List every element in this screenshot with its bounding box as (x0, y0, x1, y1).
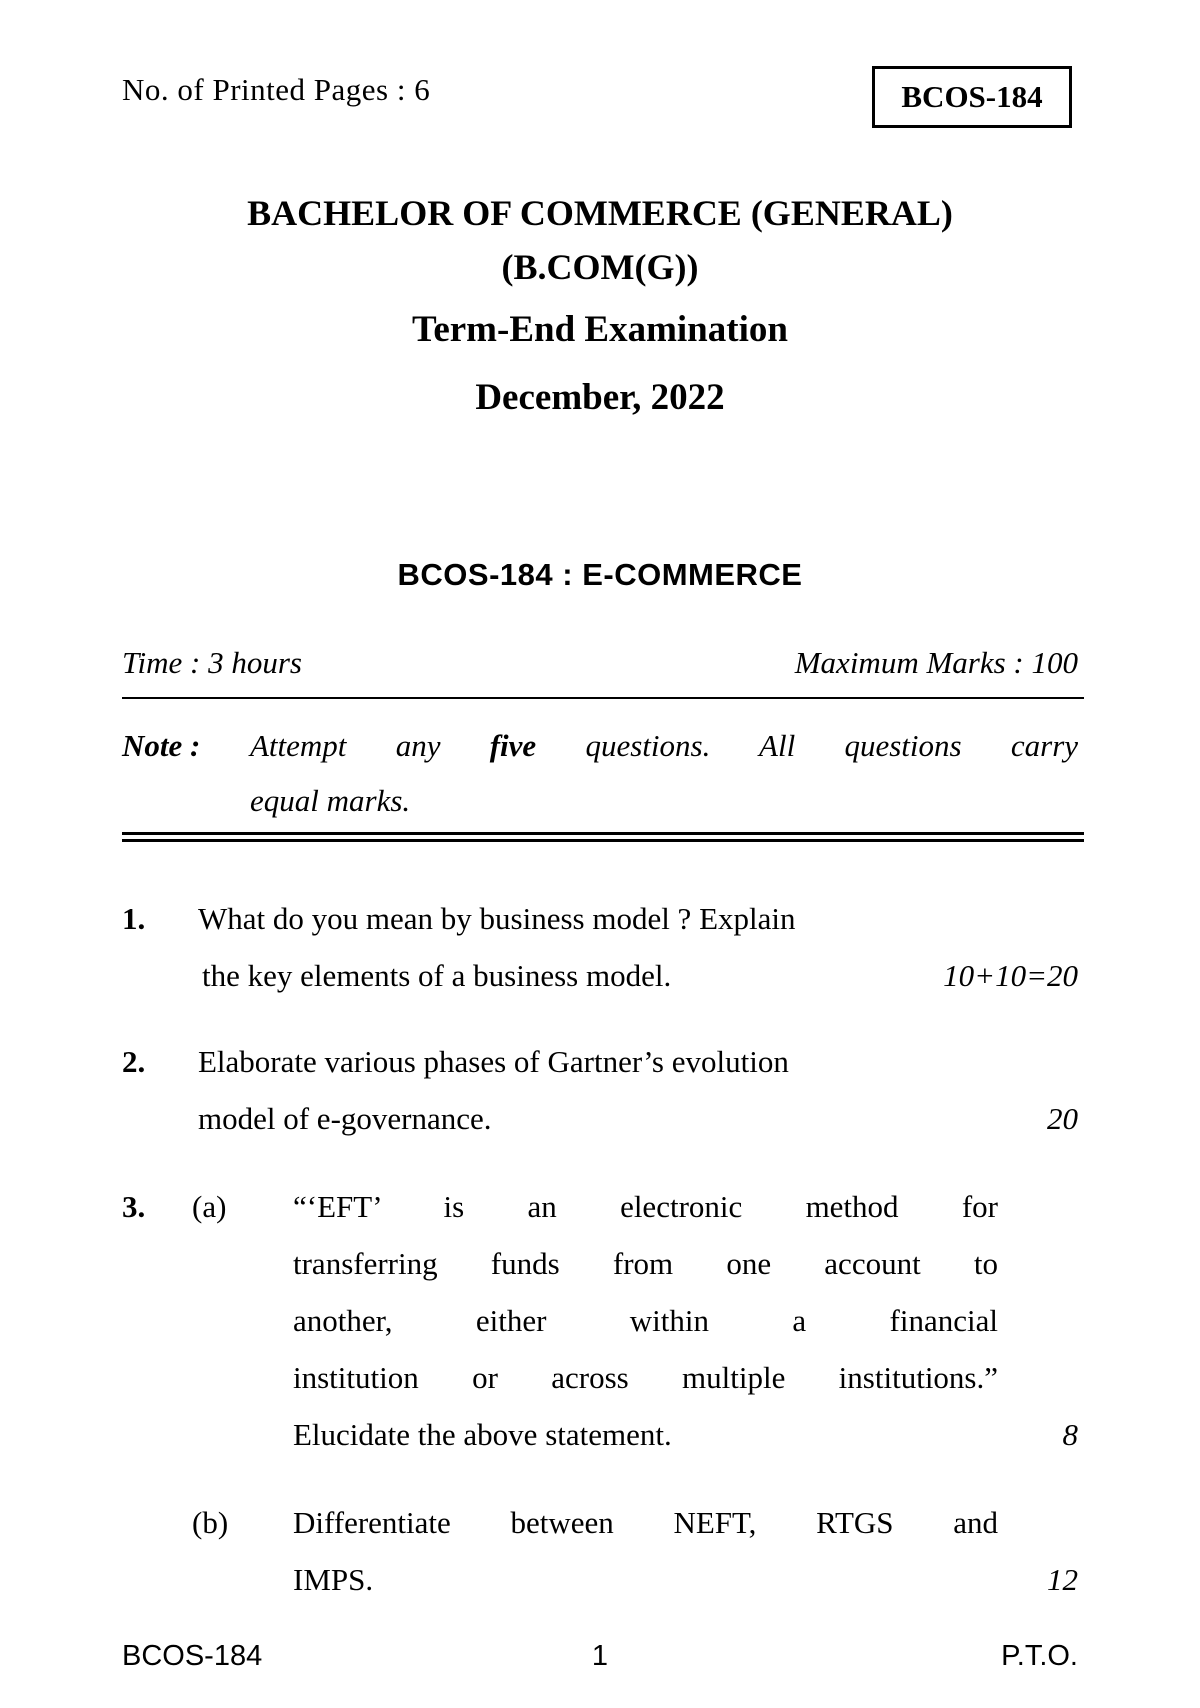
question-3 (0, 1178, 1200, 1597)
sub-question-line: transferring funds from one account to (293, 1246, 998, 1281)
exam-title: Term-End Examination (412, 309, 788, 350)
sub-question-b-text (293, 1494, 998, 1608)
footer-course-code: BCOS-184 (122, 1640, 263, 1672)
programme-short-title: (B.COM(G)) (501, 247, 699, 287)
exam-session: December, 2022 (475, 377, 725, 418)
question-text-line1: Elaborate various phases of Gartner’s evolution (198, 1044, 789, 1079)
note-text-bold: five (489, 728, 537, 763)
question-1 (0, 890, 1200, 1010)
printed-pages-count: No. of Printed Pages : 6 (122, 72, 431, 107)
course-code-box: BCOS-184 (872, 66, 1072, 128)
sub-question-line: another, either within a financial (293, 1303, 998, 1338)
sub-question-b-marks: 12 (1047, 1562, 1078, 1597)
footer-pto: P.T.O. (1001, 1640, 1078, 1672)
sub-question-line: Elucidate the above statement. (293, 1417, 672, 1452)
time-marks-row (122, 645, 1078, 681)
sub-question-label-b: (b) (192, 1505, 229, 1540)
question-text-line2: model of e-governance. (198, 1101, 492, 1136)
time-allowed: Time : 3 hours (122, 645, 302, 680)
question-number: 3. (122, 1189, 146, 1224)
sub-question-line: “‘EFT’ is an electronic method for (293, 1189, 998, 1224)
sub-question-line: Differentiate between NEFT, RTGS and (293, 1505, 998, 1540)
sub-question-label-a: (a) (192, 1189, 227, 1224)
question-number: 1. (122, 901, 146, 936)
note-text-pre: Attempt any (250, 728, 441, 763)
sub-question-a-text (293, 1178, 998, 1463)
note-instruction-line2: equal marks. (250, 783, 411, 818)
question-number: 2. (122, 1044, 146, 1079)
question-text-line2: the key elements of a business model. (202, 958, 672, 993)
note-instruction (250, 718, 1078, 773)
sub-question-line: institution or across multiple institutions.” (293, 1360, 998, 1395)
divider-rule (122, 697, 1084, 699)
question-marks: 20 (1047, 1101, 1078, 1136)
sub-question-a-marks: 8 (1062, 1417, 1078, 1452)
question-2 (0, 1033, 1200, 1153)
question-text-line1: What do you mean by business model ? Explain (198, 901, 796, 936)
double-divider-rule (122, 832, 1084, 842)
course-title: BCOS-184 : E-COMMERCE (397, 557, 803, 592)
note-label: Note : (122, 728, 201, 763)
question-marks: 10+10=20 (943, 958, 1078, 993)
programme-title: BACHELOR OF COMMERCE (GENERAL) (247, 193, 953, 233)
maximum-marks: Maximum Marks : 100 (794, 645, 1078, 680)
sub-question-line: IMPS. (293, 1562, 374, 1597)
note-text-post: questions. All questions carry (585, 728, 1079, 763)
footer-page-number: 1 (591, 1640, 609, 1672)
